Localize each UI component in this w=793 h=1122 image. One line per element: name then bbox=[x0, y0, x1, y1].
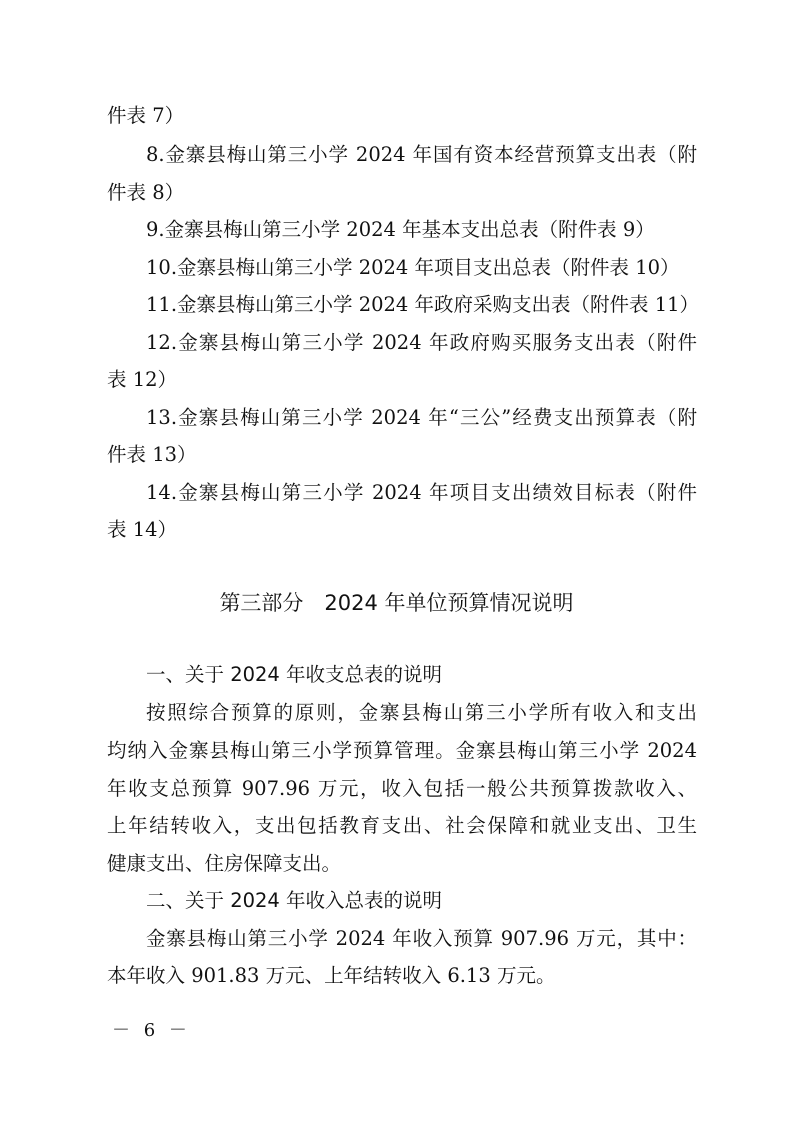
paragraph-2-line-2: 本年收入 901.83 万元、上年结转收入 6.13 万元。 bbox=[107, 964, 556, 987]
subsection-heading-2: 二、关于 2024 年收入总表的说明 bbox=[146, 889, 443, 912]
list-continuation-14: 表 14） bbox=[107, 518, 178, 541]
page-number: － 6 － bbox=[112, 1020, 191, 1041]
paragraph-1-line-5: 健康支出、住房保障支出。 bbox=[107, 852, 342, 875]
subsection-heading-1: 一、关于 2024 年收支总表的说明 bbox=[146, 663, 443, 686]
list-item-13: 13.金寨县梅山第三小学 2024 年“三公”经费支出预算表（附 bbox=[146, 406, 697, 429]
list-item-8: 8.金寨县梅山第三小学 2024 年国有资本经营预算支出表（附 bbox=[146, 143, 697, 166]
paragraph-1-line-2: 均纳入金寨县梅山第三小学预算管理。金寨县梅山第三小学 2024 bbox=[107, 739, 697, 762]
section-title: 第三部分 2024 年单位预算情况说明 bbox=[219, 591, 574, 615]
list-item-14: 14.金寨县梅山第三小学 2024 年项目支出绩效目标表（附件 bbox=[146, 481, 697, 504]
paragraph-1-line-4: 上年结转收入，支出包括教育支出、社会保障和就业支出、卫生 bbox=[107, 814, 697, 837]
list-continuation-12: 表 12） bbox=[107, 368, 178, 391]
list-item-10: 10.金寨县梅山第三小学 2024 年项目支出总表（附件表 10） bbox=[146, 256, 680, 279]
list-item-11: 11.金寨县梅山第三小学 2024 年政府采购支出表（附件表 11） bbox=[146, 293, 700, 316]
list-continuation-7: 件表 7） bbox=[107, 104, 185, 127]
paragraph-1-line-1: 按照综合预算的原则，金寨县梅山第三小学所有收入和支出 bbox=[146, 701, 697, 724]
list-item-12: 12.金寨县梅山第三小学 2024 年政府购买服务支出表（附件 bbox=[146, 331, 697, 354]
paragraph-2-line-1: 金寨县梅山第三小学 2024 年收入预算 907.96 万元，其中： bbox=[146, 927, 697, 950]
paragraph-1-line-3: 年收支总预算 907.96 万元，收入包括一般公共预算拨款收入、 bbox=[107, 777, 697, 800]
list-item-9: 9.金寨县梅山第三小学 2024 年基本支出总表（附件表 9） bbox=[146, 218, 655, 241]
list-continuation-13: 件表 13） bbox=[107, 443, 197, 466]
list-continuation-8: 件表 8） bbox=[107, 181, 185, 204]
